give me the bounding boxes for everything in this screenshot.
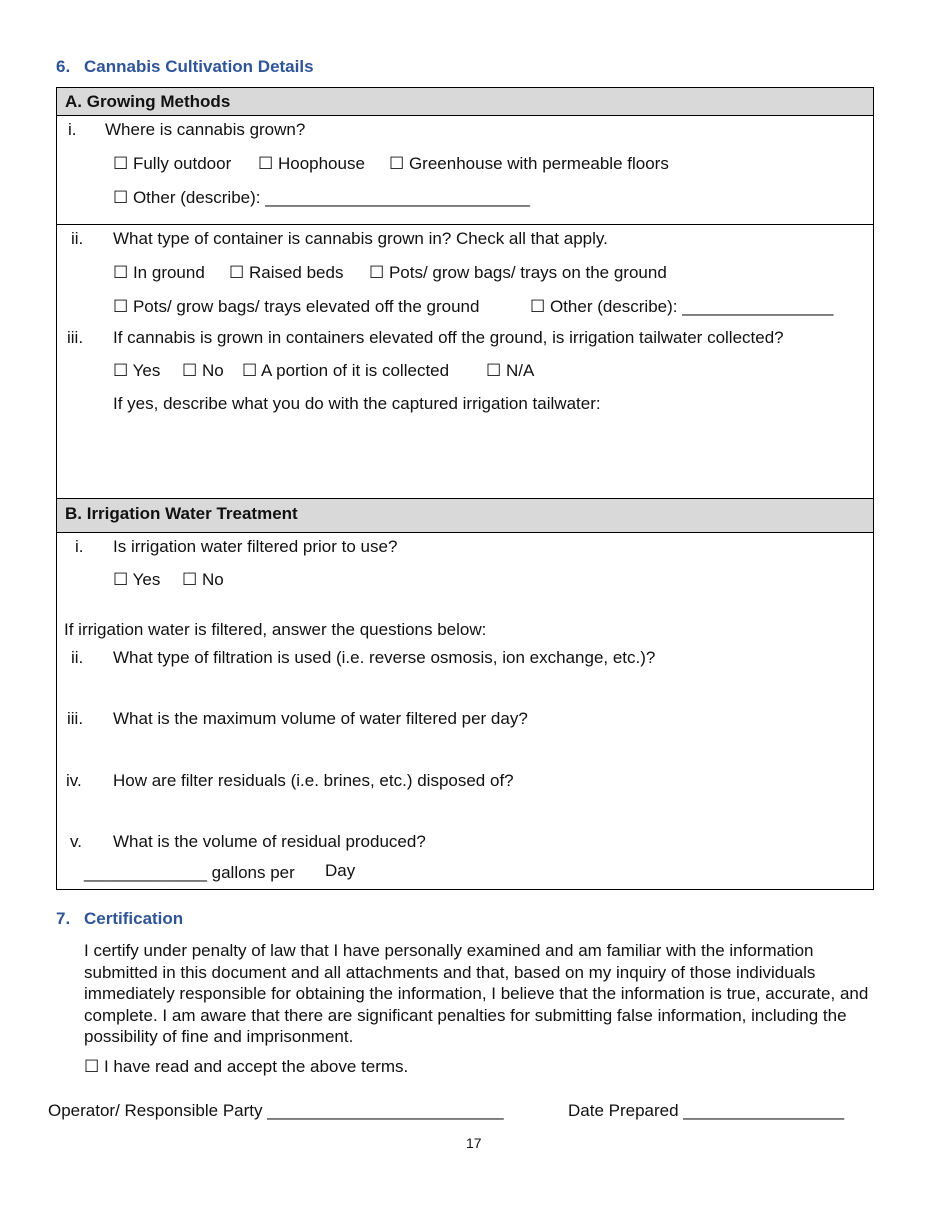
- residual-volume-unit[interactable]: Day: [325, 861, 356, 880]
- growing-methods-title: A. Growing Methods: [65, 92, 231, 111]
- checkbox-other-container[interactable]: ☐ Other (describe): ________________: [530, 297, 834, 316]
- question-a2-text: What type of container is cannabis grown in? Check all that apply.: [113, 229, 608, 248]
- page-number: 17: [466, 1135, 482, 1151]
- question-a1-number: i.: [68, 120, 77, 139]
- certification-statement: I certify under penalty of law that I have personally examined and am familiar with the information submitted in this document and all attachments and that, based on my inquiry of those individuals immediately responsible for obtaining the information, I believe that the information is true, accurate, and complete. I am aware that there are significant penalties for submitting false information, including the possibility of fine and imprisonment.: [84, 941, 869, 1046]
- checkbox-na[interactable]: ☐ N/A: [486, 361, 535, 380]
- checkbox-no[interactable]: ☐ No: [182, 361, 224, 380]
- question-b2-text: What type of filtration is used (i.e. reverse osmosis, ion exchange, etc.)?: [113, 648, 656, 667]
- checkbox-fully-outdoor[interactable]: ☐ Fully outdoor: [113, 154, 232, 173]
- question-b1-text: Is irrigation water filtered prior to use?: [113, 537, 398, 556]
- checkbox-accept-terms[interactable]: ☐ I have read and accept the above terms.: [84, 1057, 409, 1076]
- checkbox-filtered-no[interactable]: ☐ No: [182, 570, 224, 589]
- question-a1-text: Where is cannabis grown?: [105, 120, 306, 139]
- checkbox-filtered-yes[interactable]: ☐ Yes: [113, 570, 161, 589]
- question-a3-number: iii.: [67, 328, 84, 347]
- checkbox-portion-collected[interactable]: ☐ A portion of it is collected: [242, 361, 450, 380]
- irrigation-treatment-title: B. Irrigation Water Treatment: [65, 504, 298, 523]
- checkbox-pots-ground[interactable]: ☐ Pots/ grow bags/ trays on the ground: [369, 263, 667, 282]
- checkbox-raised-beds[interactable]: ☐ Raised beds: [229, 263, 344, 282]
- residual-volume-field[interactable]: _____________ gallons per: [84, 863, 295, 882]
- section-7-number: 7.: [56, 909, 71, 928]
- question-b2-number: ii.: [71, 648, 84, 667]
- question-b4-text: How are filter residuals (i.e. brines, etc.) disposed of?: [113, 771, 514, 790]
- question-b5-text: What is the volume of residual produced?: [113, 832, 426, 851]
- question-a2-number: ii.: [71, 229, 84, 248]
- question-b5-number: v.: [70, 832, 82, 851]
- tailwater-followup-label: If yes, describe what you do with the captured irrigation tailwater:: [113, 394, 601, 413]
- section-6-number: 6.: [56, 57, 71, 76]
- question-b4-number: iv.: [66, 771, 82, 790]
- growing-methods-header: [57, 87, 873, 116]
- checkbox-greenhouse[interactable]: ☐ Greenhouse with permeable floors: [389, 154, 669, 173]
- date-prepared-field[interactable]: Date Prepared _________________: [568, 1101, 845, 1120]
- question-a3-text: If cannabis is grown in containers elevated off the ground, is irrigation tailwater collected?: [113, 328, 784, 347]
- question-b3-text: What is the maximum volume of water filtered per day?: [113, 709, 528, 728]
- checkbox-in-ground[interactable]: ☐ In ground: [113, 263, 205, 282]
- section-6-title: Cannabis Cultivation Details: [84, 57, 314, 76]
- checkbox-pots-elevated[interactable]: ☐ Pots/ grow bags/ trays elevated off the ground: [113, 297, 480, 316]
- irrigation-treatment-header: [57, 498, 873, 533]
- section-7-title: Certification: [84, 909, 184, 928]
- question-b3-number: iii.: [67, 709, 84, 728]
- filtered-note: If irrigation water is filtered, answer the questions below:: [64, 620, 487, 639]
- checkbox-other-location[interactable]: ☐ Other (describe): ____________________________: [113, 188, 530, 207]
- checkbox-hoophouse[interactable]: ☐ Hoophouse: [258, 154, 365, 173]
- question-b1-number: i.: [75, 537, 84, 556]
- operator-signature-field[interactable]: Operator/ Responsible Party _________________________: [48, 1101, 504, 1120]
- row-divider: [57, 224, 873, 225]
- checkbox-yes[interactable]: ☐ Yes: [113, 361, 161, 380]
